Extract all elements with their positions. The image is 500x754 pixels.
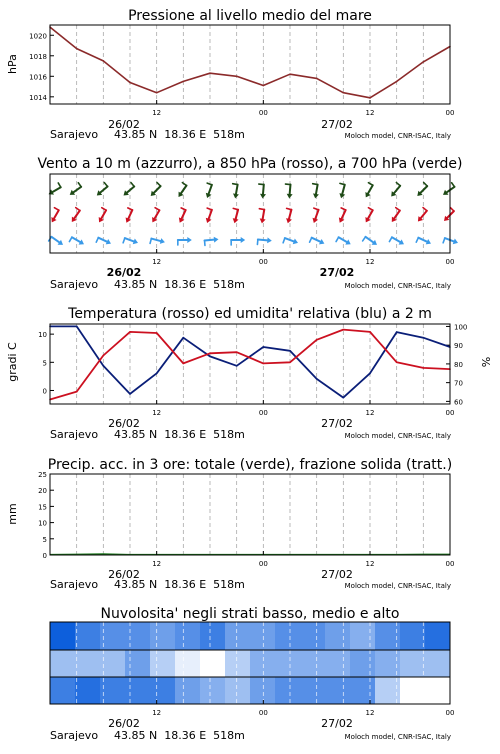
pressure-y-tick-label: 1016 (29, 73, 47, 81)
humidity-y-tick-label: 70 (454, 380, 463, 388)
precip-y-tick-label: 5 (43, 536, 47, 544)
pressure-x-tick-label: 12 (152, 109, 161, 117)
temperature-point (183, 363, 185, 365)
humidity-point (103, 365, 105, 367)
humidity-point (423, 337, 425, 339)
cloud-x-tick-label: 00 (259, 709, 268, 717)
precip-y-tick-label: 25 (38, 471, 47, 479)
temperature-point (209, 352, 211, 354)
wind-700hpa-barb (259, 184, 266, 198)
wind-700hpa-barb (365, 183, 372, 198)
cloud-cell-alto (425, 622, 451, 650)
cloud-cell-basso (200, 677, 226, 704)
cloud-cell-medio (125, 650, 151, 677)
temperature-plot-frame (50, 324, 450, 404)
temperature-point (289, 362, 291, 364)
pressure-x-tick-label: 00 (446, 109, 455, 117)
temperature-point (423, 367, 425, 369)
wind-barbs (49, 183, 458, 246)
precip-x-tick-label: 00 (446, 560, 455, 568)
temperature-date-2: 27/02 (321, 417, 353, 430)
humidity-point (343, 397, 345, 399)
wind-700hpa-barb (179, 183, 187, 197)
pressure-line (50, 27, 450, 98)
cloud-footer-location: Sarajevo (50, 729, 98, 742)
precip-grid (77, 474, 424, 555)
cloud-cell-basso (225, 677, 251, 704)
temperature-point (316, 339, 318, 341)
temperature-x-tick-label: 12 (152, 409, 161, 417)
pressure-point (76, 48, 78, 50)
temperature-y-tick-label: 10 (38, 331, 47, 339)
humidity-line (50, 326, 450, 397)
precip-y-tick-label: 10 (38, 520, 47, 528)
pressure-x-ticks (152, 100, 454, 117)
wind-x-tick-label: 12 (152, 258, 161, 266)
humidity-y-tick-label: 100 (454, 323, 467, 331)
cloud-cell-alto (300, 622, 326, 650)
cloud-title: Nuvolosita' negli strati basso, medio e alto (101, 606, 400, 622)
cloud-cell-basso (350, 677, 376, 704)
cloud-cell-alto (175, 622, 201, 650)
wind-850hpa-barb (233, 208, 239, 223)
wind-x-tick-label: 00 (259, 258, 268, 266)
pressure-title: Pressione al livello medio del mare (128, 8, 372, 24)
cloud-cell-basso (325, 677, 351, 704)
precip-y-ticks (38, 471, 54, 560)
cloud-cell-medio (250, 650, 276, 677)
cloud-cell-basso (50, 677, 76, 704)
pressure-footer-location: Sarajevo (50, 128, 98, 141)
wind-10m-barb (443, 238, 458, 244)
pressure-date-1: 26/02 (108, 118, 140, 131)
cloud-cell-alto (325, 622, 351, 650)
precip-y-tick-label: 15 (38, 503, 47, 511)
wind-700hpa-barb (443, 183, 455, 195)
pressure-date-2: 27/02 (321, 118, 353, 131)
wind-10m-barb (257, 237, 271, 244)
pressure-x-tick-label: 12 (366, 109, 375, 117)
cloud-cell-alto (250, 622, 276, 650)
cloud-cell-medio (50, 650, 76, 677)
cloud-cell-basso (300, 677, 326, 704)
wind-850hpa-barb (179, 208, 186, 223)
cloud-cell-medio (425, 650, 451, 677)
pressure-point (183, 81, 185, 83)
wind-700hpa-barb (206, 183, 212, 198)
wind-x-ticks (152, 249, 454, 266)
humidity-point (209, 356, 211, 358)
cloud-cell-basso (275, 677, 301, 704)
wind-10m-barb (123, 238, 138, 244)
temperature-point (103, 355, 105, 357)
humidity-point (316, 378, 318, 380)
wind-700hpa-barb (339, 183, 345, 198)
pressure-point (156, 92, 158, 94)
precip-panel (6, 457, 454, 591)
humidity-point (289, 350, 291, 352)
pressure-point (316, 78, 318, 80)
cloud-cell-alto (225, 622, 251, 650)
wind-10m-barb (283, 238, 298, 244)
temperature-x-ticks (152, 400, 454, 417)
cloud-cell-medio (175, 650, 201, 677)
pressure-y-tick-label: 1014 (29, 94, 47, 102)
precip-ylabel: mm (6, 503, 19, 524)
cloud-x-tick-label: 00 (446, 709, 455, 717)
temperature-point (236, 351, 238, 353)
cloud-cell-medio (100, 650, 126, 677)
temperature-humidity-series (49, 326, 451, 401)
pressure-point (103, 60, 105, 62)
precip-y-tick-label: 20 (38, 487, 47, 495)
cloud-cell-medio (300, 650, 326, 677)
precip-plot-frame (50, 474, 450, 555)
pressure-series (49, 26, 451, 98)
wind-700hpa-barb (70, 183, 81, 195)
cloud-cell-basso (100, 677, 126, 704)
temperature-point (369, 331, 371, 333)
wind-10m-barb (205, 237, 219, 246)
cloud-cells (50, 622, 451, 704)
pressure-point (263, 85, 265, 87)
wind-date-1: 26/02 (107, 266, 142, 279)
cloud-cell-alto (400, 622, 426, 650)
cloud-panel (50, 606, 454, 742)
cloud-cell-alto (75, 622, 101, 650)
cloud-x-tick-label: 12 (366, 709, 375, 717)
temperature-date-1: 26/02 (108, 417, 140, 430)
wind-850hpa-barb (365, 208, 372, 223)
cloud-cell-basso (175, 677, 201, 704)
precip-footer-coords: 43.85 N 18.36 E 518m (114, 578, 245, 591)
precip-y-tick-label: 0 (43, 552, 47, 560)
wind-700hpa-barb (313, 184, 319, 199)
temperature-x-tick-label: 12 (366, 409, 375, 417)
precip-x-tick-label: 12 (366, 560, 375, 568)
cloud-cell-medio (200, 650, 226, 677)
humidity-point (156, 372, 158, 374)
wind-panel (37, 156, 462, 291)
cloud-cell-alto (50, 622, 76, 650)
pressure-x-tick-label: 00 (259, 109, 268, 117)
wind-10m-barb (178, 237, 192, 245)
pressure-footer-credit: Moloch model, CNR-ISAC, Italy (345, 132, 451, 140)
wind-850hpa-barb (313, 208, 319, 223)
pressure-point (209, 72, 211, 74)
cloud-footer-credit: Moloch model, CNR-ISAC, Italy (345, 733, 451, 741)
temperature-line (50, 330, 450, 400)
humidity-y-tick-label: 60 (454, 398, 463, 406)
temperature-x-tick-label: 00 (446, 409, 455, 417)
pressure-point (236, 75, 238, 77)
humidity-point (263, 346, 265, 348)
wind-850hpa-barb (444, 208, 454, 221)
cloud-footer-coords: 43.85 N 18.36 E 518m (114, 729, 245, 742)
precip-date-1: 26/02 (108, 568, 140, 581)
cloud-cell-alto (150, 622, 176, 650)
pressure-y-tick-label: 1020 (29, 32, 47, 40)
cloud-cell-medio (350, 650, 376, 677)
cloud-cell-basso (150, 677, 176, 704)
wind-x-tick-label: 12 (366, 258, 375, 266)
humidity-point (76, 326, 78, 328)
precip-title: Precip. acc. in 3 ore: totale (verde), frazione solida (tratt.) (48, 457, 452, 473)
wind-850hpa-barb (72, 208, 80, 222)
wind-850hpa-barb (126, 208, 133, 223)
humidity-point (396, 331, 398, 333)
cloud-date-1: 26/02 (108, 717, 140, 730)
pressure-point (289, 73, 291, 75)
cloud-cell-medio (150, 650, 176, 677)
humidity-point (129, 393, 131, 395)
wind-850hpa-barb (51, 208, 58, 223)
pressure-panel (6, 8, 454, 141)
pressure-point (129, 82, 131, 84)
wind-850hpa-barb (339, 208, 346, 223)
cloud-cell-basso (125, 677, 151, 704)
wind-x-tick-label: 00 (446, 258, 455, 266)
wind-700hpa-barb (124, 183, 135, 196)
wind-10m-barb (49, 237, 63, 245)
wind-700hpa-barb (233, 184, 239, 199)
pressure-point (396, 81, 398, 83)
humidity-y-ticks (446, 323, 467, 406)
temperature-footer-location: Sarajevo (50, 428, 98, 441)
cloud-x-tick-label: 12 (152, 709, 161, 717)
pressure-point (369, 97, 371, 99)
wind-date-2: 27/02 (320, 266, 355, 279)
humidity-point (236, 365, 238, 367)
precip-x-ticks (152, 551, 454, 568)
pressure-plot-frame (50, 25, 450, 104)
cloud-cell-medio (400, 650, 426, 677)
wind-700hpa-barb (285, 184, 292, 198)
cloud-cell-medio (75, 650, 101, 677)
pressure-point (343, 92, 345, 94)
temperature-point (343, 329, 345, 331)
precip-x-tick-label: 12 (152, 560, 161, 568)
wind-850hpa-barb (286, 208, 292, 223)
temperature-point (129, 331, 131, 333)
temperature-panel (6, 306, 493, 441)
precip-footer-credit: Moloch model, CNR-ISAC, Italy (345, 582, 451, 590)
pressure-y-tick-label: 1018 (29, 53, 47, 61)
humidity-point (369, 372, 371, 374)
cloud-date-2: 27/02 (321, 717, 353, 730)
cloud-cell-alto (200, 622, 226, 650)
wind-850hpa-barb (259, 209, 265, 224)
wind-700hpa-barb (417, 183, 427, 196)
temperature-y-tick-label: 5 (43, 359, 47, 367)
pressure-footer-coords: 43.85 N 18.36 E 518m (114, 128, 245, 141)
humidity-y-tick-label: 90 (454, 342, 463, 350)
temperature-ylabel: gradi C (6, 342, 19, 382)
cloud-cell-basso (250, 677, 276, 704)
pressure-grid (77, 25, 424, 104)
temperature-y-tick-label: 0 (43, 387, 47, 395)
humidity-ylabel: % (480, 357, 493, 367)
wind-10m-barb (150, 238, 165, 244)
wind-850hpa-barb (152, 208, 159, 223)
cloud-cell-alto (125, 622, 151, 650)
wind-title: Vento a 10 m (azzurro), a 850 hPa (rosso), a 700 hPa (verde) (37, 156, 462, 172)
temperature-x-tick-label: 00 (259, 409, 268, 417)
wind-700hpa-barb (391, 183, 400, 197)
pressure-point (423, 61, 425, 63)
wind-10m-barb (231, 237, 245, 245)
precip-x-tick-label: 00 (259, 560, 268, 568)
precip-date-2: 27/02 (321, 568, 353, 581)
cloud-cell-basso (425, 677, 451, 704)
wind-footer-location: Sarajevo (50, 278, 98, 291)
humidity-point (183, 337, 185, 339)
cloud-cell-medio (275, 650, 301, 677)
temperature-point (263, 363, 265, 365)
cloud-cell-alto (275, 622, 301, 650)
cloud-cell-basso (400, 677, 426, 704)
temperature-point (76, 391, 78, 393)
wind-850hpa-barb (418, 208, 427, 222)
temperature-footer-coords: 43.85 N 18.36 E 518m (114, 428, 245, 441)
temperature-y-ticks (38, 331, 54, 395)
wind-700hpa-barb (97, 183, 108, 196)
cloud-cell-alto (100, 622, 126, 650)
wind-footer-credit: Moloch model, CNR-ISAC, Italy (345, 282, 451, 290)
temperature-footer-credit: Moloch model, CNR-ISAC, Italy (345, 432, 451, 440)
cloud-cell-basso (75, 677, 101, 704)
wind-850hpa-barb (99, 208, 106, 223)
temperature-point (396, 362, 398, 364)
temperature-title: Temperatura (rosso) ed umidita' relativa (blu) a 2 m (67, 306, 432, 322)
cloud-cell-alto (350, 622, 376, 650)
humidity-y-tick-label: 80 (454, 361, 463, 369)
temperature-point (156, 332, 158, 334)
cloud-cell-medio (225, 650, 251, 677)
wind-850hpa-barb (392, 208, 400, 222)
pressure-ylabel: hPa (6, 54, 19, 74)
wind-700hpa-barb (151, 183, 161, 196)
wind-850hpa-barb (206, 208, 212, 223)
cloud-cell-medio (325, 650, 351, 677)
wind-footer-coords: 43.85 N 18.36 E 518m (114, 278, 245, 291)
precip-footer-location: Sarajevo (50, 578, 98, 591)
